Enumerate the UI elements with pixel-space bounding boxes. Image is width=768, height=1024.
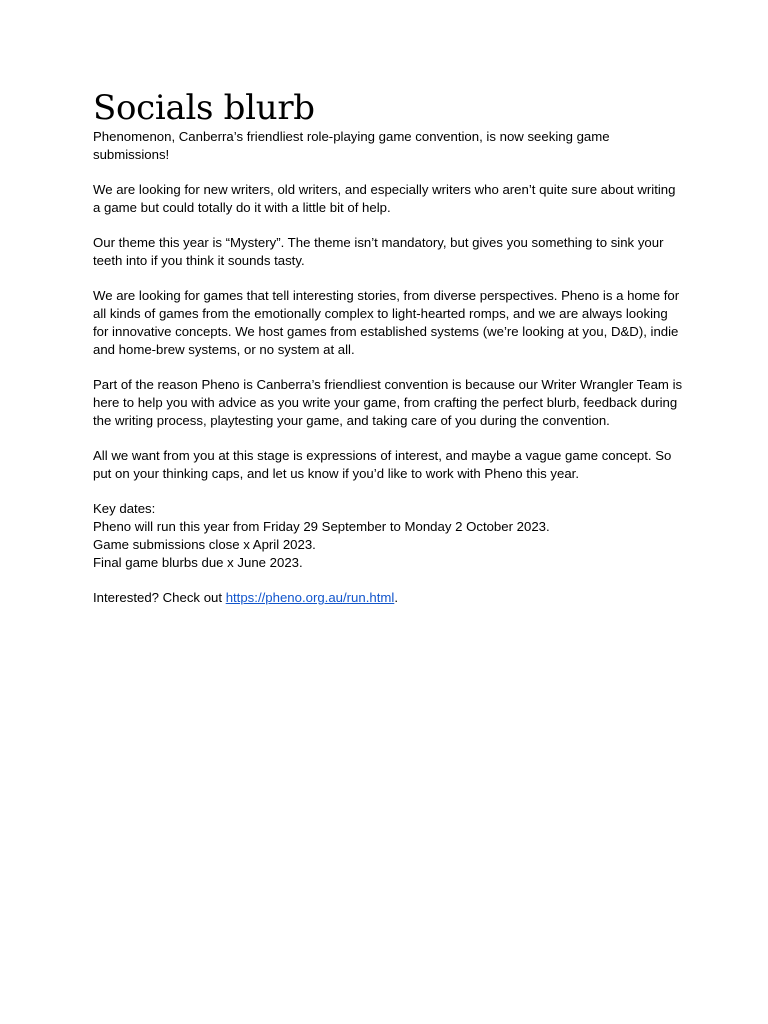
run-page-link[interactable]: https://pheno.org.au/run.html [225,590,395,605]
paragraph-writer-wrangler: Part of the reason Pheno is Canberra’s friendliest convention is because our Writer Wrangler Team is here to help you with advice as you write your game, from crafting the perfect blurb, feedback during the writing process, playtesting your game, and taking care of you during the convention. [93,377,683,428]
key-date-item: Pheno will run this year from Friday 29 September to Monday 2 October 2023. [93,519,550,534]
paragraph-games: We are looking for games that tell interesting stories, from diverse perspectives. Pheno is a home for all kinds of games from the emotionally complex to light-hearted romps, and we are always looking for innovative concepts. We host games from established systems (we’re looking at you, D&D), indie and home-brew systems, or no system at all. [93,288,680,357]
paragraph-expressions: All we want from you at this stage is expressions of interest, and maybe a vague game concept. So put on your thinking caps, and let us know if you’d like to work with Pheno this year. [93,448,672,481]
closing-line [93,589,683,607]
closing-suffix: . [394,590,398,605]
closing-prefix: Interested? Check out [93,590,226,605]
document-title: Socials blurb [93,88,315,128]
key-date-item: Final game blurbs due x June 2023. [93,555,303,570]
document-page [93,88,683,624]
paragraph-intro: Phenomenon, Canberra’s friendliest role-playing game convention, is now seeking game submissions! [93,129,610,162]
key-dates [93,500,683,572]
paragraph-theme: Our theme this year is “Mystery”. The theme isn’t mandatory, but gives you something to sink your teeth into if you think it sounds tasty. [93,235,664,268]
paragraph-writers: We are looking for new writers, old writers, and especially writers who aren’t quite sure about writing a game but could totally do it with a little bit of help. [93,182,676,215]
key-dates-heading: Key dates: [93,501,156,516]
key-date-item: Game submissions close x April 2023. [93,537,316,552]
